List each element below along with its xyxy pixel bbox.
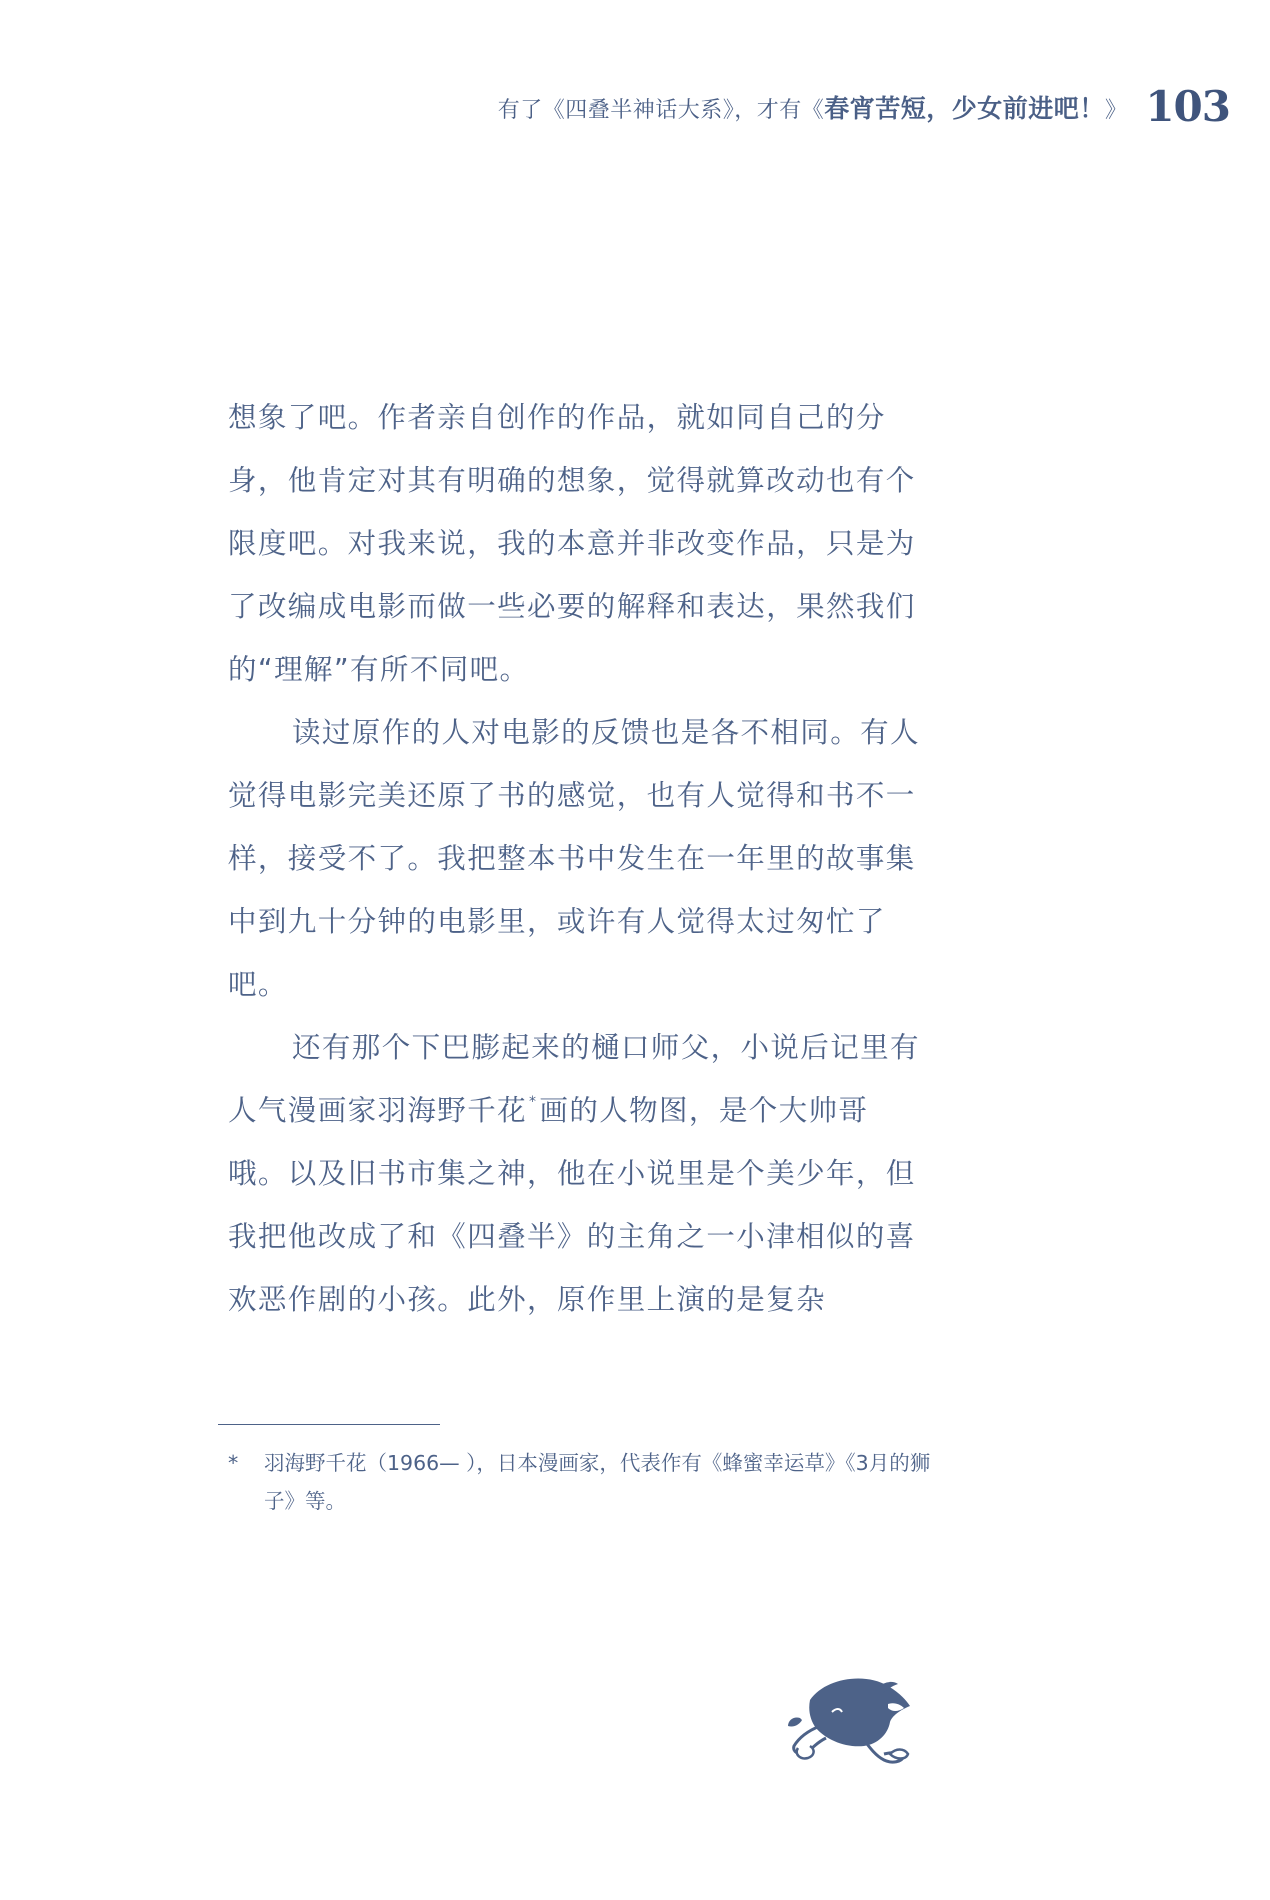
running-title-prefix: 有了《四叠半神话大系》，才有《 [497,97,825,123]
raccoon-mascot-icon [780,1660,920,1770]
running-title [498,89,1128,125]
paragraph-1: 想象了吧。作者亲自创作的作品，就如同自己的分身，他肯定对其有明确的想象，觉得就算改动也有个限度吧。对我来说，我的本意并非改变作品，只是为了改编成电影而做一些必要的解释和表达，果然我们的“理解”有所不同吧。 [228,401,916,686]
paragraph-3-part-a: 还有那个下巴膨起来的樋口师父，小说后记里有人气漫画家羽海野千花 [228,1031,920,1127]
paragraph-3 [228,1016,928,1331]
footnote-divider [218,1424,440,1425]
paragraph-3-part-b: 画的人物图，是个大帅哥哦。以及旧书市集之神，他在小说里是个美少年，但我把他改成了和《四叠半》的主角之一小津相似的喜欢恶作剧的小孩。此外，原作里上演的是复杂 [228,1094,916,1316]
page-number: 103 [1145,82,1230,131]
body-text [228,386,928,1331]
running-header [498,82,1230,131]
running-title-suffix: 》 [1104,97,1128,123]
running-title-book: 春宵苦短，少女前进吧！ [824,93,1105,123]
footnote-text: 羽海野千花（1966— ），日本漫画家，代表作有《蜂蜜幸运草》《3月的狮子》等。 [264,1451,931,1513]
paragraph-2: 读过原作的人对电影的反馈也是各不相同。有人觉得电影完美还原了书的感觉，也有人觉得和书不一样，接受不了。我把整本书中发生在一年里的故事集中到九十分钟的电影里，或许有人觉得太过匆忙了吧。 [228,716,920,1001]
footnote [228,1444,948,1520]
footnote-marker: * [228,1451,239,1475]
footnote-reference[interactable]: * [529,1094,538,1110]
